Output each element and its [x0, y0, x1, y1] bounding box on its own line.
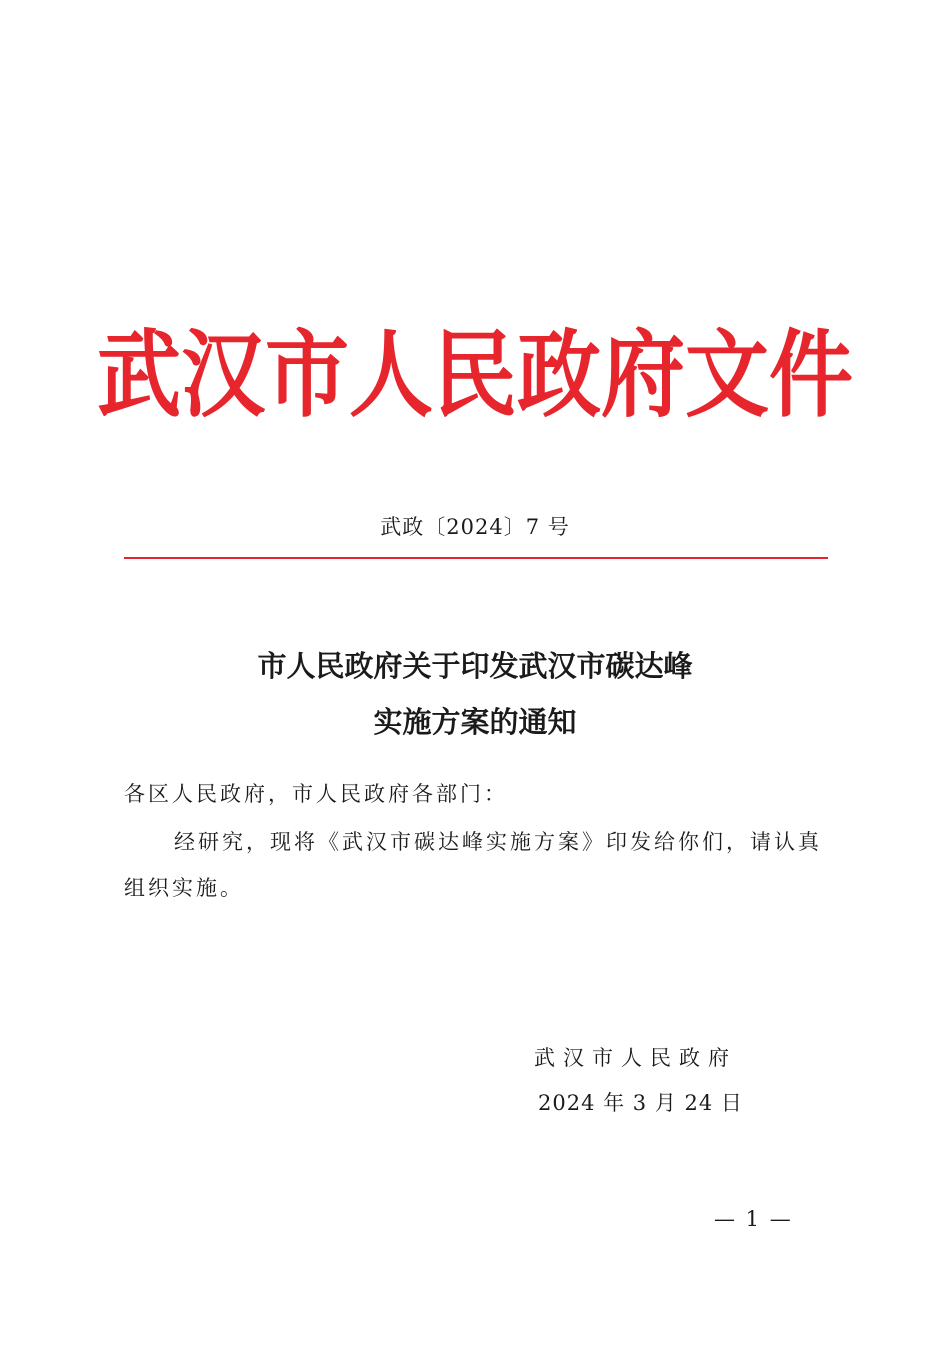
notice-title-line-1: 市人民政府关于印发武汉市碳达峰	[257, 649, 693, 683]
document-number: 武政〔2024〕7 号	[380, 515, 570, 539]
masthead-title: 武汉市人民政府文件	[96, 320, 853, 431]
issuer-signature: 武汉市人民政府	[534, 1046, 737, 1070]
notice-title-line-2: 实施方案的通知	[373, 705, 577, 739]
body-text-line-2: 组织实施。	[124, 876, 244, 900]
red-divider	[124, 557, 828, 559]
issue-date: 2024 年 3 月 24 日	[538, 1091, 743, 1115]
salutation: 各区人民政府，市人民政府各部门：	[124, 782, 508, 806]
body-text-line-1: 经研究，现将《武汉市碳达峰实施方案》印发给你们，请认真	[174, 830, 822, 854]
page-number: — 1 —	[714, 1207, 793, 1231]
